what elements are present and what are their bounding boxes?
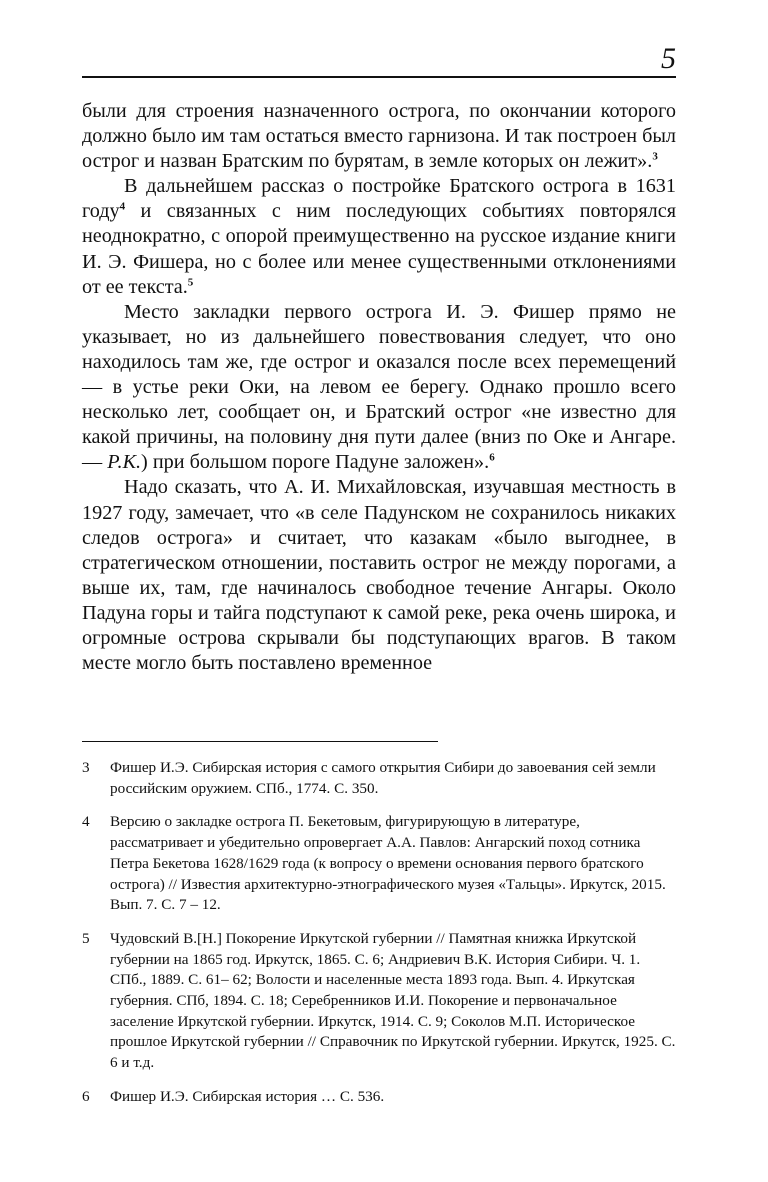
paragraph-2-text-a: В дальнейшем рассказ о постройке Братского острога в 1631 году xyxy=(82,175,676,223)
paragraph-3 xyxy=(82,300,676,476)
footnote xyxy=(82,812,676,916)
paragraph-4 xyxy=(82,475,676,676)
paragraph-1 xyxy=(82,99,676,174)
footnote-number: 3 xyxy=(82,759,90,776)
paragraph-2-text-b: и связанных с ним последующих событиях повторялся неоднократно, с опорой преимущественно на русское издание книги И. Э. Фишера, но с более или менее существенными отклонениями от ее текста. xyxy=(82,200,676,298)
footnote-separator xyxy=(82,741,438,742)
footnote xyxy=(82,758,676,799)
footnotes xyxy=(82,758,676,1121)
footnote-ref-4[interactable]: 4 xyxy=(119,200,126,213)
footnote-ref-5[interactable]: 5 xyxy=(187,275,194,288)
footnote-text: Фишер И.Э. Сибирская история … С. 536. xyxy=(110,1087,385,1105)
paragraph-2 xyxy=(82,174,676,299)
footnote xyxy=(82,929,676,1074)
header-rule xyxy=(82,76,676,78)
page-number: 5 xyxy=(661,42,676,75)
paragraph-1-text: были для строения назначенного острога, по окончании которого должно было им там остаться вместо гарнизона. И так построен был острог и назван Братским по бурятам, в земле которых он лежит». xyxy=(82,100,676,173)
footnote-ref-3[interactable]: 3 xyxy=(652,150,658,163)
footnote-text: Фишер И.Э. Сибирская история с самого открытия Сибири до завоевания сей земли российским оружием. СПб., 1774. С. 350. xyxy=(110,759,656,797)
paragraph-4-text: Надо сказать, что А. И. Михайловская, изучавшая местность в 1927 году, замечает, что «в селе Падунском не сохранилось никаких следов острога» и считает, что казакам «было выгоднее, в стратегическом отношении, поставить острог не между порогами, а выше их, там, где начиналось свободное течение Ангары. Около Падуна горы и тайга подступают к самой реке, река очень широка, и огромные острова скрывали бы подступающих врагов. В таком месте могло быть поставлено временное xyxy=(82,476,676,675)
footnote-number: 4 xyxy=(82,813,90,831)
paragraph-3-text-b: ) при большом пороге Падуне заложен». xyxy=(141,451,490,474)
paragraph-3-text-a: Место закладки первого острога И. Э. Фишер прямо не указывает, но из дальнейшего повествования следует, что оно находилось там же, где острог и оказался после всех перемещений — в устье реки Оки, на левом ее берегу. Однако прошло всего несколько лет, сообщает он, и Братский острог «не известно для какой причины, на половину дня пути далее (вниз по Оке и Ангаре.— xyxy=(82,300,676,474)
footnote-text: Версию о закладке острога П. Бекетовым, фигурирующую в литературе, рассматривает и убедительно опровергает А.А. Павлов: Ангарский поход сотника Петра Бекетова 1628/1629 года (к вопросу о времени основания первого братского острога) // Известия архитектурно-этнографического музея «Тальцы». Иркутск, 2015. Вып. 7. С. 7 – 12. xyxy=(110,813,666,914)
paragraph-3-author-initials: Р.К. xyxy=(107,451,142,474)
footnote-number: 5 xyxy=(82,929,90,947)
footnote-ref-6[interactable]: 6 xyxy=(489,451,495,464)
main-text xyxy=(82,99,676,676)
footnote-text: Чудовский В.[Н.] Покорение Иркутской губернии // Памятная книжка Иркутской губернии на 1865 год. Иркутск, 1865. С. 6; Андриевич В.К. История Сибири. Ч. 1. СПб., 1889. С. 61– 62; Волости и населенные места 1893 года. Вып. 4. Иркутская губерния. СПб, 1894. С. 18; Серебренников И.И. Покорение и первоначальное заселение Иркутской губернии. Иркутск, 1914. С. 9; Соколов М.П. Историческое прошлое Иркутской губернии // Справочник по Иркутской губернии. Иркутск, 1925. С. 6 и т.д. xyxy=(110,929,676,1072)
footnote xyxy=(82,1087,676,1108)
footnote-number: 6 xyxy=(82,1087,90,1105)
